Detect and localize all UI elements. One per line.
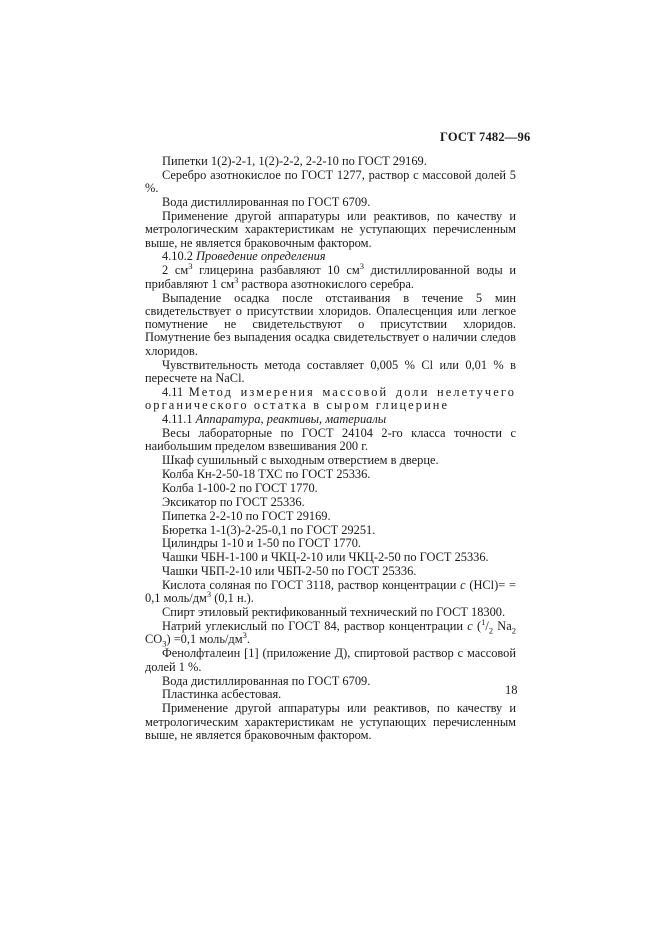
subsection-heading: [145, 250, 516, 263]
page-number: 18: [505, 683, 518, 697]
paragraph: Весы лабораторные по ГОСТ 24104 2-го класса точности с наибольшим пределом взвешивания 200 г.: [145, 425, 516, 454]
paragraph: Натрий углекислый по ГОСТ 84, раствор концентрации c ($^1/_2$ $Na_2$ $CO_3) =0,1$ моль/$дм^3$.: [145, 617, 516, 649]
section-heading: [145, 386, 516, 413]
paragraph: Чашки ЧБН-1-100 и ЧКЦ-2-10 или ЧКЦ-2-50 по ГОСТ 25336.: [162, 550, 489, 565]
paragraph: Спирт этиловый ректификованный технический по ГОСТ 18300.: [162, 605, 506, 620]
paragraph: Шкаф сушильный с выходным отверстием в дверце.: [162, 453, 439, 468]
paragraph: Чашки ЧБП-2-10 или ЧБП-2-50 по ГОСТ 25336.: [162, 564, 417, 579]
paragraph: Бюретка 1-1(3)-2-25-0,1 по ГОСТ 29251.: [162, 522, 376, 537]
page-header: ГОСТ 7482—96: [440, 130, 531, 144]
section-title: Метод измерения массовой доли нелетучего органического остатка в сыром глицерине: [145, 384, 516, 413]
paragraph: Пипетка 2-2-10 по ГОСТ 29169.: [162, 508, 331, 523]
document-body: [145, 155, 516, 743]
section-number: 4.11.1: [162, 411, 193, 426]
section-title: Проведение определения: [196, 249, 326, 264]
paragraph: Чувствительность метода составляет 0,005 % Cl или 0,01 % в пересчете на NaCl.: [145, 357, 516, 385]
paragraph: 2 $см^3$ глицерина разбавляют 10 $см^3$ дистиллированной воды и прибавляют 1 $см^3$ раствора азотнокислого серебра.: [145, 261, 516, 291]
paragraph: Применение другой аппаратуры или реактивов, по качеству и метрологическим характеристикам не уступающих перечисленным выше, не является браковочным фактором.: [145, 208, 516, 250]
paragraph: Колба 1-100-2 по ГОСТ 1770.: [162, 480, 318, 495]
section-number: 4.11: [162, 384, 184, 399]
subsection-heading: [145, 413, 516, 426]
paragraph: Кислота соляная по ГОСТ 3118, раствор концентрации c (HCl)= = 0,1 моль/$дм^3$ (0,1 н.).: [145, 578, 516, 606]
paragraph: Эксикатор по ГОСТ 25336.: [162, 494, 305, 509]
paragraph: Вода дистиллированная по ГОСТ 6709.: [162, 195, 371, 210]
paragraph: Колба Кн-2-50-18 ТХС по ГОСТ 25336.: [162, 466, 371, 481]
paragraph: Вода дистиллированная по ГОСТ 6709.: [162, 673, 371, 688]
paragraph: Пластинка асбестовая.: [162, 687, 282, 702]
paragraph: Цилиндры 1-10 и 1-50 по ГОСТ 1770.: [162, 536, 361, 551]
section-title: Аппаратура, реактивы, материалы: [195, 411, 387, 426]
paragraph: Применение другой аппаратуры или реактивов, по качеству и метрологическим характеристикам не уступающих перечисленным выше, не является браковочным фактором.: [145, 701, 516, 742]
section-number: 4.10.2: [162, 249, 193, 264]
paragraph: Фенолфталеин [1] (приложение Д), спиртовой раствор с массовой долей 1 %.: [145, 646, 516, 674]
paragraph: Выпадение осадка после отстаивания в течение 5 мин свидетельствует о присутствии хлоридов. Опалесценция или легкое помутнение не свидетельствуют о присутствии хлоридов. Помутнение без выпадения осадка свидетельствует о наличии следов хлоридов.: [145, 290, 516, 358]
paragraph: Серебро азотнокислое по ГОСТ 1277, раствор с массовой долей 5 %.: [145, 167, 516, 196]
paragraph: Пипетки 1(2)-2-1, 1(2)-2-2, 2-2-10 по ГОСТ 29169.: [162, 154, 427, 168]
